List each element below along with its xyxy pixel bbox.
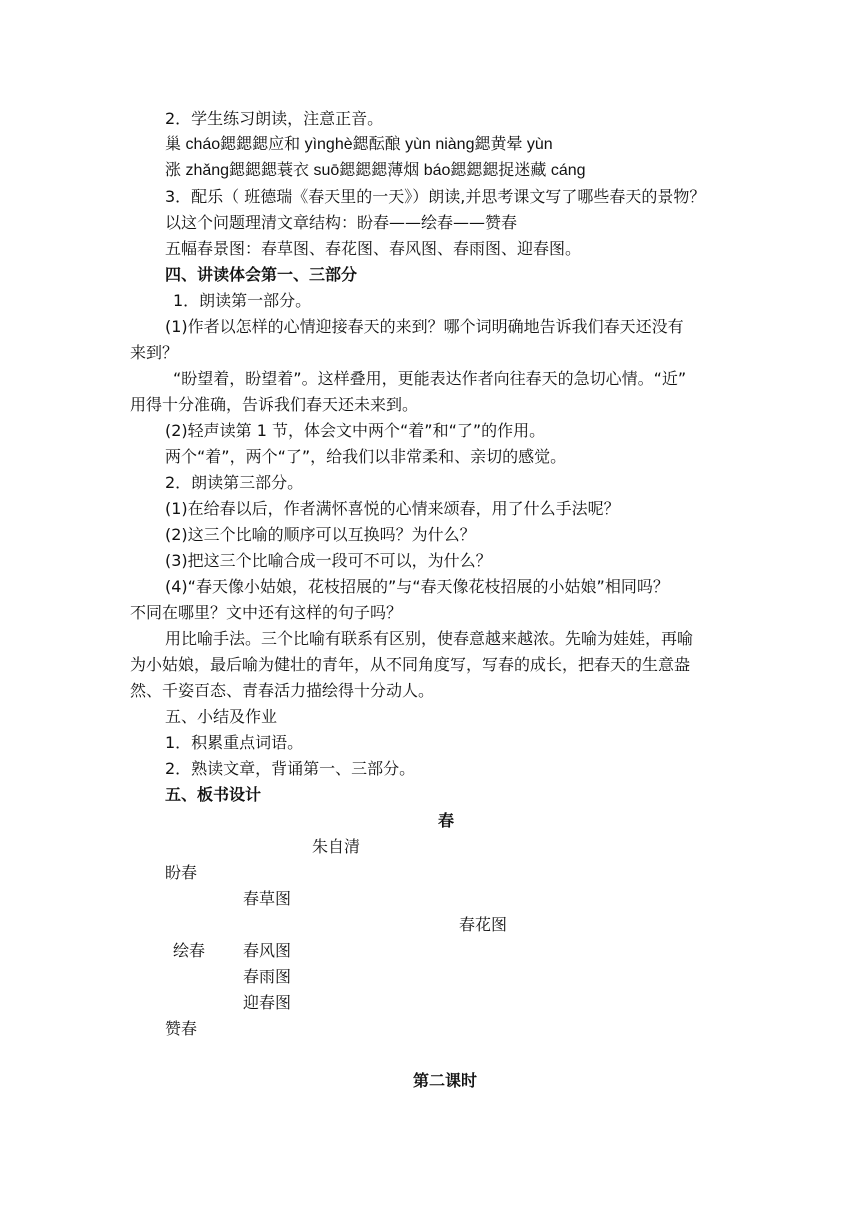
- board-author: 朱自清: [312, 837, 361, 856]
- section-heading: 五、板书设计: [165, 785, 262, 804]
- text-line: 涨 zhǎng鍶鍶鍶蓑衣 suō鍶鍶鍶薄烟 báo鍶鍶鍶捉迷藏 cáng: [165, 162, 586, 179]
- text-line: “盼望着，盼望着”。这样叠用，更能表达作者向往春天的急切心情。“近”: [173, 369, 687, 388]
- text-line: 1．积累重点词语。: [165, 733, 304, 752]
- text-line: 2．熟读文章，背诵第一、三部分。: [165, 759, 416, 778]
- board-item: 春花图: [459, 915, 508, 934]
- text-line: 2．朗读第三部分。: [165, 473, 304, 492]
- text-line: (1)作者以怎样的心情迎接春天的来到？哪个词明确地告诉我们春天还没有: [165, 317, 684, 336]
- text-line: 用得十分准确，告诉我们春天还未来到。: [130, 395, 419, 414]
- section-heading: 四、讲读体会第一、三部分: [165, 265, 358, 284]
- text-line: (2)轻声读第 1 节，体会文中两个“着”和“了”的作用。: [165, 421, 546, 440]
- board-item: 春雨图: [243, 967, 292, 986]
- board-item: 绘春: [173, 941, 206, 960]
- text-line: 巢 cháo鍶鍶鍶应和 yìnghè鍶酝酿 yùn niàng鍶黄晕 yùn: [165, 136, 553, 153]
- text-line: 五、小结及作业: [165, 707, 278, 726]
- board-item: 盼春: [165, 863, 198, 882]
- text-line: 3．配乐（ 班德瑞《春天里的一天》）朗读,并思考课文写了哪些春天的景物？: [165, 187, 706, 206]
- text-line: 以这个问题理清文章结构：盼春——绘春——赞春: [165, 213, 518, 232]
- text-line: 两个“着”，两个“了”，给我们以非常柔和、亲切的感觉。: [165, 447, 567, 466]
- text-line: 1．朗读第一部分。: [173, 291, 312, 310]
- lesson-title: 第二课时: [413, 1071, 478, 1090]
- text-line: (2)这三个比喻的顺序可以互换吗？为什么？: [165, 525, 476, 544]
- board-item: 春草图: [243, 889, 292, 908]
- text-line: (3)把这三个比喻合成一段可不可以，为什么？: [165, 551, 492, 570]
- text-line: 然、千姿百态、青春活力描绘得十分动人。: [130, 681, 435, 700]
- board-item: 迎春图: [243, 993, 292, 1012]
- board-item: 赞春: [165, 1019, 198, 1038]
- text-line: 来到？: [130, 343, 179, 362]
- text-line: (1)在给春以后，作者满怀喜悦的心情来颂春，用了什么手法呢？: [165, 499, 620, 518]
- text-line: (4)“春天像小姑娘，花枝招展的”与“春天像花枝招展的小姑娘”相同吗？: [165, 577, 669, 596]
- text-line: 为小姑娘，最后喻为健壮的青年，从不同角度写，写春的成长，把春天的生意盎: [130, 655, 691, 674]
- board-title: 春: [438, 811, 455, 830]
- text-line: 五幅春景图：春草图、春花图、春风图、春雨图、迎春图。: [165, 239, 582, 258]
- text-line: 用比喻手法。三个比喻有联系有区别，使春意越来越浓。先喻为娃娃，再喻: [165, 629, 694, 648]
- text-line: 2．学生练习朗读，注意正音。: [165, 109, 384, 128]
- board-item: 春风图: [243, 941, 292, 960]
- text-line: 不同在哪里？文中还有这样的句子吗？: [130, 603, 403, 622]
